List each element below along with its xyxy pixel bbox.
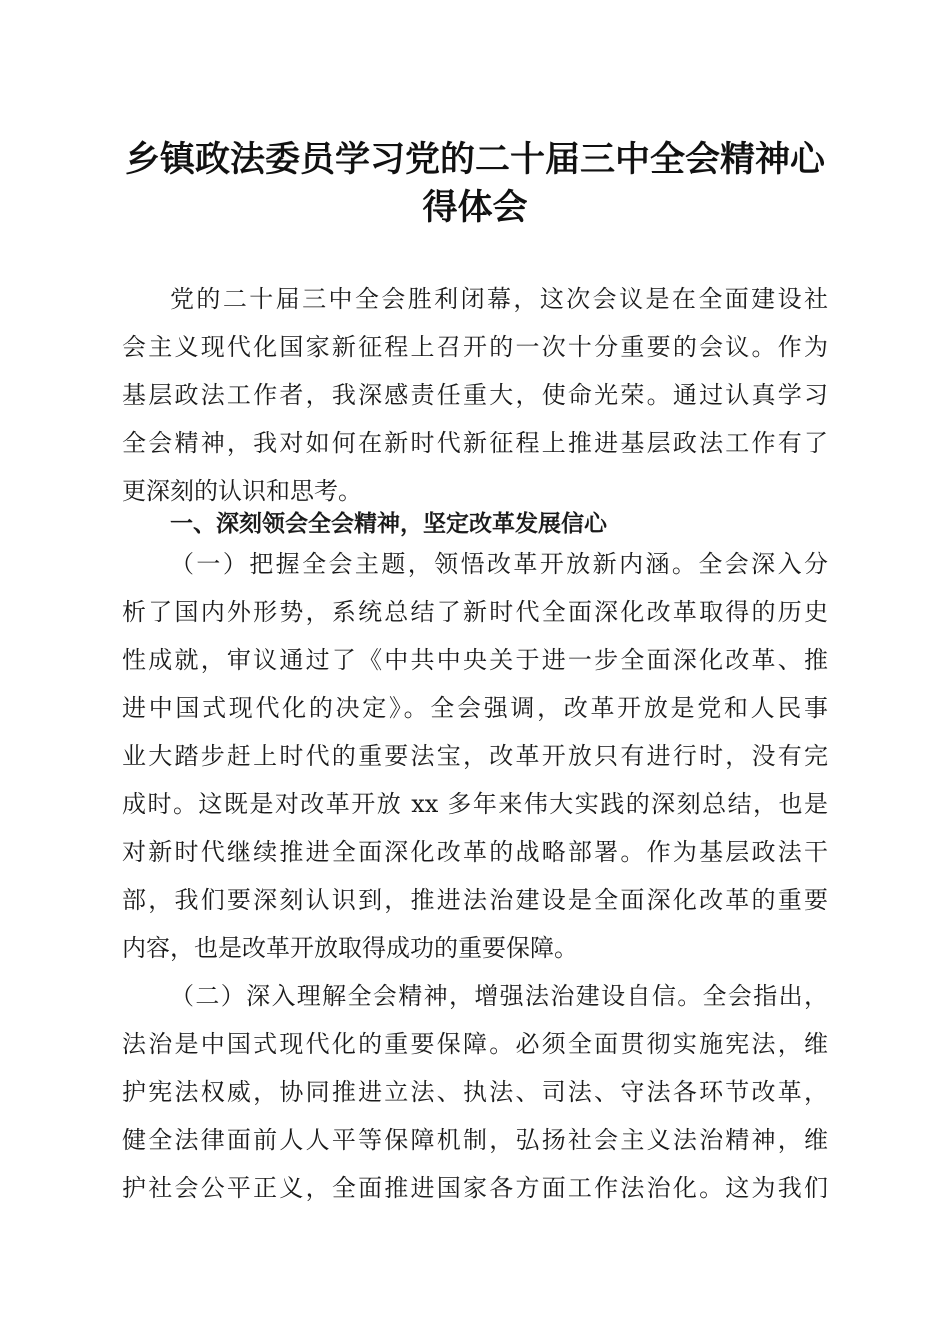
- paragraph-3-line-5: 护社会公平正义，全面推进国家各方面工作法治化。这为我们: [122, 1174, 828, 1202]
- paragraph-1-line-5: 更深刻的认识和思考。: [122, 477, 362, 505]
- paragraph-2-line-7: 对新时代继续推进全面深化改革的战略部署。作为基层政法干: [122, 838, 828, 866]
- paragraph-1-line-4: 全会精神，我对如何在新时代新征程上推进基层政法工作有了: [122, 429, 828, 457]
- paragraph-1-line-3: 基层政法工作者，我深感责任重大，使命光荣。通过认真学习: [122, 381, 828, 409]
- paragraph-1-line-2: 会主义现代化国家新征程上召开的一次十分重要的会议。作为: [122, 333, 828, 361]
- paragraph-3-line-2: 法治是中国式现代化的重要保障。必须全面贯彻实施宪法，维: [122, 1030, 828, 1058]
- paragraph-2-line-9: 内容，也是改革开放取得成功的重要保障。: [122, 934, 578, 962]
- document-title-line-2: 得体会: [422, 187, 528, 228]
- paragraph-2-line-4: 进中国式现代化的决定》。全会强调，改革开放是党和人民事: [122, 694, 828, 722]
- section-heading-1: 一、深刻领会全会精神，坚定改革发展信心: [170, 511, 607, 537]
- paragraph-2-line-1: （一）把握全会主题，领悟改革开放新内涵。全会深入分: [170, 550, 828, 578]
- paragraph-1-line-1: 党的二十届三中全会胜利闭幕，这次会议是在全面建设社: [170, 285, 828, 313]
- paragraph-2-line-2: 析了国内外形势，系统总结了新时代全面深化改革取得的历史: [122, 598, 828, 626]
- paragraph-2-line-3: 性成就，审议通过了《中共中央关于进一步全面深化改革、推: [122, 646, 828, 674]
- paragraph-3-line-4: 健全法律面前人人平等保障机制，弘扬社会主义法治精神，维: [122, 1126, 828, 1154]
- paragraph-2-line-6: 成时。这既是对改革开放 xx 多年来伟大实践的深刻总结，也是: [122, 790, 828, 818]
- paragraph-3-line-3: 护宪法权威，协同推进立法、执法、司法、守法各环节改革，: [122, 1078, 828, 1106]
- document-title-line-1: 乡镇政法委员学习党的二十届三中全会精神心: [124, 139, 825, 180]
- paragraph-3-line-1: （二）深入理解全会精神，增强法治建设自信。全会指出，: [170, 982, 828, 1010]
- paragraph-2-line-8: 部，我们要深刻认识到，推进法治建设是全面深化改革的重要: [122, 886, 828, 914]
- paragraph-2-line-5: 业大踏步赶上时代的重要法宝，改革开放只有进行时，没有完: [122, 742, 828, 770]
